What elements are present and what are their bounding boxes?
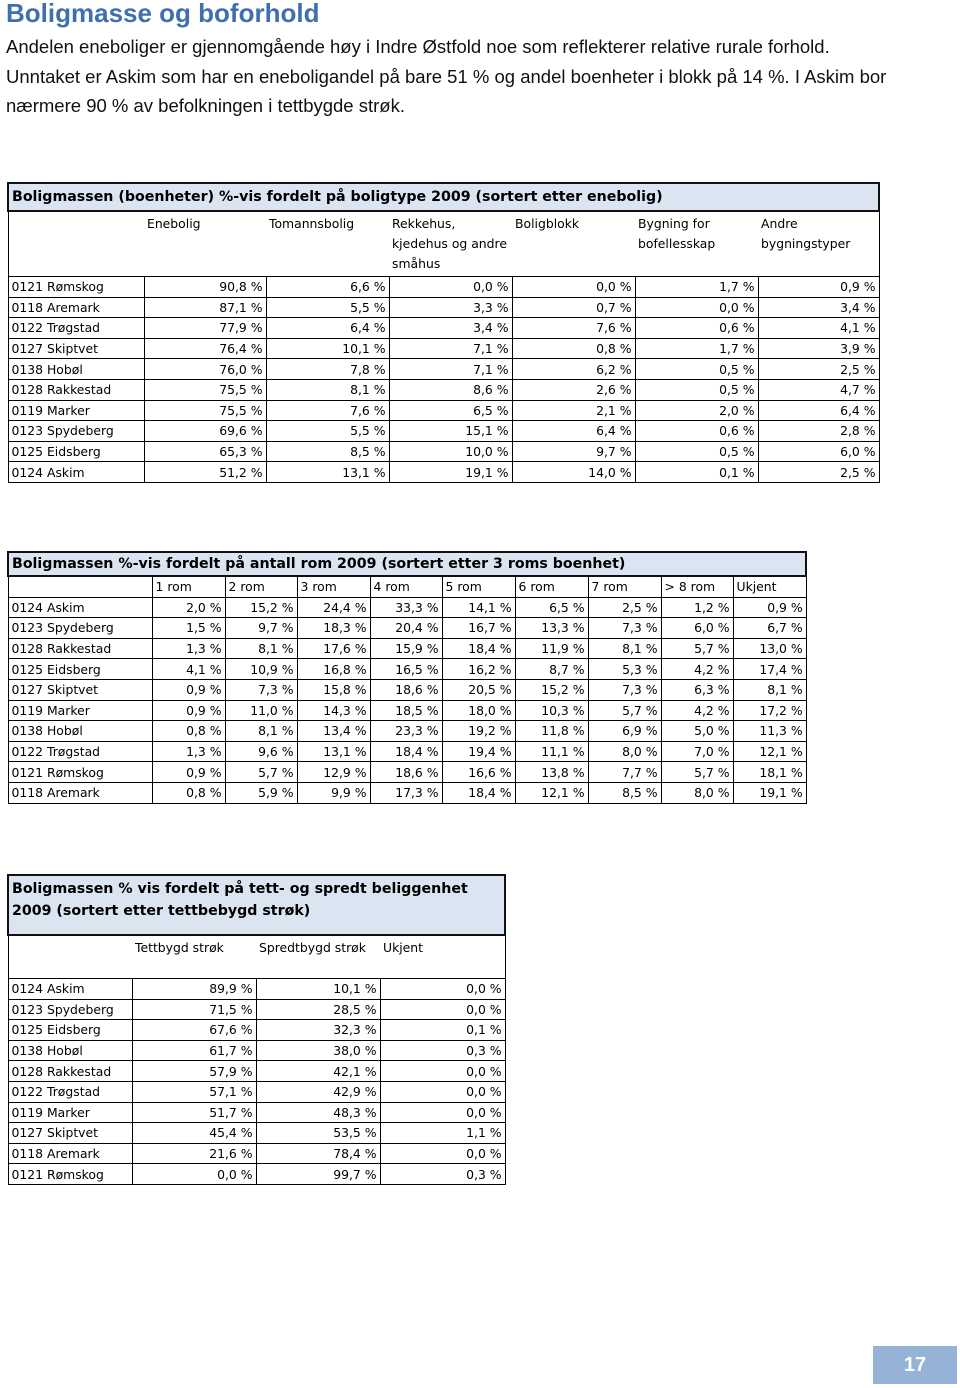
value-cell: 8,1 % <box>225 638 297 659</box>
municipality-cell: 0122 Trøgstad <box>8 741 152 762</box>
value-cell: 8,5 % <box>588 782 661 803</box>
table-row <box>8 979 505 1000</box>
value-cell: 13,8 % <box>515 762 588 783</box>
value-cell: 0,7 % <box>512 297 635 318</box>
value-cell: 51,2 % <box>144 462 266 483</box>
header-cell: Tettbygd strøk <box>135 940 224 955</box>
table-row <box>8 318 879 339</box>
value-cell: 8,6 % <box>389 379 512 400</box>
value-cell: 6,0 % <box>758 441 879 462</box>
value-cell: 2,5 % <box>758 462 879 483</box>
value-cell: 0,9 % <box>152 700 225 721</box>
value-cell: 89,9 % <box>132 979 256 1000</box>
value-cell: 5,9 % <box>225 782 297 803</box>
value-cell: 9,7 % <box>512 441 635 462</box>
value-cell: 18,4 % <box>442 782 515 803</box>
municipality-cell: 0118 Aremark <box>8 782 152 803</box>
value-cell: 19,1 % <box>389 462 512 483</box>
value-cell: 23,3 % <box>370 721 442 742</box>
value-cell: 1,1 % <box>380 1123 505 1144</box>
table-row <box>8 1061 505 1082</box>
municipality-cell: 0121 Rømskog <box>8 277 144 298</box>
municipality-cell: 0121 Rømskog <box>8 762 152 783</box>
value-cell: 87,1 % <box>144 297 266 318</box>
value-cell: 11,1 % <box>515 741 588 762</box>
value-cell: 8,1 % <box>733 679 806 700</box>
table-row <box>8 277 879 298</box>
value-cell: 0,9 % <box>733 597 806 618</box>
municipality-cell: 0127 Skiptvet <box>8 679 152 700</box>
value-cell: 11,9 % <box>515 638 588 659</box>
value-cell: 76,4 % <box>144 338 266 359</box>
value-cell: 10,3 % <box>515 700 588 721</box>
value-cell: 17,2 % <box>733 700 806 721</box>
table-row <box>8 1143 505 1164</box>
value-cell: 0,5 % <box>635 379 758 400</box>
value-cell: 0,0 % <box>512 277 635 298</box>
value-cell: 3,3 % <box>389 297 512 318</box>
header-cell <box>8 576 152 597</box>
value-cell: 18,4 % <box>370 741 442 762</box>
value-cell: 16,8 % <box>297 659 370 680</box>
value-cell: 4,1 % <box>152 659 225 680</box>
value-cell: 2,5 % <box>588 597 661 618</box>
value-cell: 18,1 % <box>733 762 806 783</box>
value-cell: 6,4 % <box>266 318 389 339</box>
value-cell: 75,5 % <box>144 379 266 400</box>
header-cell: Tomannsbolig <box>269 216 355 231</box>
value-cell: 5,7 % <box>661 762 733 783</box>
value-cell: 8,7 % <box>515 659 588 680</box>
value-cell: 10,0 % <box>389 441 512 462</box>
value-cell: 7,1 % <box>389 359 512 380</box>
value-cell: 0,1 % <box>380 1020 505 1041</box>
value-cell: 0,8 % <box>512 338 635 359</box>
municipality-cell: 0122 Trøgstad <box>8 1081 132 1102</box>
value-cell: 17,6 % <box>297 638 370 659</box>
value-cell: 0,6 % <box>635 318 758 339</box>
value-cell: 13,1 % <box>266 462 389 483</box>
value-cell: 6,6 % <box>266 277 389 298</box>
value-cell: 19,4 % <box>442 741 515 762</box>
value-cell: 5,3 % <box>588 659 661 680</box>
table-header-row <box>8 211 879 277</box>
value-cell: 4,2 % <box>661 700 733 721</box>
value-cell: 6,4 % <box>512 421 635 442</box>
value-cell: 6,5 % <box>515 597 588 618</box>
table-header-row <box>8 935 505 979</box>
value-cell: 76,0 % <box>144 359 266 380</box>
value-cell: 14,0 % <box>512 462 635 483</box>
value-cell: 99,7 % <box>256 1164 380 1185</box>
value-cell: 0,5 % <box>635 359 758 380</box>
value-cell: 5,7 % <box>225 762 297 783</box>
table-row <box>8 679 806 700</box>
value-cell: 0,0 % <box>635 297 758 318</box>
header-cell: Enebolig <box>147 216 201 231</box>
municipality-cell: 0123 Spydeberg <box>8 421 144 442</box>
value-cell: 0,3 % <box>380 1040 505 1061</box>
value-cell: 71,5 % <box>132 999 256 1020</box>
value-cell: 8,1 % <box>588 638 661 659</box>
table-row <box>8 700 806 721</box>
table-row <box>8 338 879 359</box>
value-cell: 8,0 % <box>588 741 661 762</box>
municipality-cell: 0125 Eidsberg <box>8 659 152 680</box>
value-cell: 5,7 % <box>588 700 661 721</box>
table-row <box>8 999 505 1020</box>
value-cell: 28,5 % <box>256 999 380 1020</box>
header-cell: Rekkehus, kjedehus og andre småhus <box>392 216 507 271</box>
value-cell: 11,3 % <box>733 721 806 742</box>
municipality-cell: 0119 Marker <box>8 400 144 421</box>
value-cell: 1,2 % <box>661 597 733 618</box>
value-cell: 0,0 % <box>380 1061 505 1082</box>
value-cell: 0,5 % <box>635 441 758 462</box>
room-count-table <box>7 551 807 804</box>
value-cell: 0,0 % <box>389 277 512 298</box>
municipality-cell: 0122 Trøgstad <box>8 318 144 339</box>
value-cell: 15,2 % <box>225 597 297 618</box>
value-cell: 18,4 % <box>442 638 515 659</box>
value-cell: 18,6 % <box>370 679 442 700</box>
value-cell: 6,0 % <box>661 618 733 639</box>
value-cell: 18,5 % <box>370 700 442 721</box>
value-cell: 7,3 % <box>588 618 661 639</box>
value-cell: 9,7 % <box>225 618 297 639</box>
value-cell: 45,4 % <box>132 1123 256 1144</box>
table-row <box>8 618 806 639</box>
value-cell: 2,0 % <box>635 400 758 421</box>
value-cell: 2,0 % <box>152 597 225 618</box>
value-cell: 11,0 % <box>225 700 297 721</box>
settlement-table <box>7 874 506 1185</box>
value-cell: 16,6 % <box>442 762 515 783</box>
value-cell: 32,3 % <box>256 1020 380 1041</box>
table-row <box>8 359 879 380</box>
value-cell: 0,8 % <box>152 721 225 742</box>
value-cell: 15,9 % <box>370 638 442 659</box>
value-cell: 15,1 % <box>389 421 512 442</box>
municipality-cell: 0118 Aremark <box>8 297 144 318</box>
value-cell: 67,6 % <box>132 1020 256 1041</box>
table-row <box>8 762 806 783</box>
value-cell: 42,1 % <box>256 1061 380 1082</box>
value-cell: 13,4 % <box>297 721 370 742</box>
municipality-cell: 0121 Rømskog <box>8 1164 132 1185</box>
value-cell: 7,0 % <box>661 741 733 762</box>
municipality-cell: 0128 Rakkestad <box>8 638 152 659</box>
table-row <box>8 638 806 659</box>
table-row <box>8 421 879 442</box>
value-cell: 2,1 % <box>512 400 635 421</box>
municipality-cell: 0138 Hobøl <box>8 359 144 380</box>
housing-type-table <box>7 182 880 483</box>
value-cell: 8,1 % <box>225 721 297 742</box>
value-cell: 17,3 % <box>370 782 442 803</box>
value-cell: 51,7 % <box>132 1102 256 1123</box>
value-cell: 8,5 % <box>266 441 389 462</box>
value-cell: 6,7 % <box>733 618 806 639</box>
table-row <box>8 659 806 680</box>
value-cell: 12,9 % <box>297 762 370 783</box>
value-cell: 21,6 % <box>132 1143 256 1164</box>
header-cell: > 8 rom <box>661 576 733 597</box>
value-cell: 5,5 % <box>266 421 389 442</box>
page-title: Boligmasse og boforhold <box>6 0 320 28</box>
value-cell: 16,2 % <box>442 659 515 680</box>
header-cell: Spredtbygd strøk <box>259 940 366 955</box>
value-cell: 61,7 % <box>132 1040 256 1061</box>
value-cell: 16,5 % <box>370 659 442 680</box>
value-cell: 1,7 % <box>635 338 758 359</box>
value-cell: 0,9 % <box>152 679 225 700</box>
table-row <box>8 1102 505 1123</box>
header-cell: 1 rom <box>152 576 225 597</box>
value-cell: 0,0 % <box>380 1143 505 1164</box>
value-cell: 0,3 % <box>380 1164 505 1185</box>
header-cell: Andre bygningstyper <box>758 211 879 277</box>
municipality-cell: 0127 Skiptvet <box>8 338 144 359</box>
table-row <box>8 1020 505 1041</box>
value-cell: 1,5 % <box>152 618 225 639</box>
value-cell: 7,6 % <box>266 400 389 421</box>
value-cell: 3,4 % <box>389 318 512 339</box>
table-row <box>8 782 806 803</box>
header-cell: Boligblokk <box>515 216 580 231</box>
value-cell: 7,6 % <box>512 318 635 339</box>
value-cell: 16,7 % <box>442 618 515 639</box>
value-cell: 20,5 % <box>442 679 515 700</box>
municipality-cell: 0123 Spydeberg <box>8 999 132 1020</box>
value-cell: 9,9 % <box>297 782 370 803</box>
municipality-cell: 0125 Eidsberg <box>8 441 144 462</box>
municipality-cell: 0138 Hobøl <box>8 721 152 742</box>
value-cell: 90,8 % <box>144 277 266 298</box>
value-cell: 6,5 % <box>389 400 512 421</box>
value-cell: 12,1 % <box>733 741 806 762</box>
value-cell: 0,8 % <box>152 782 225 803</box>
header-cell: 2 rom <box>225 576 297 597</box>
value-cell: 13,0 % <box>733 638 806 659</box>
value-cell: 33,3 % <box>370 597 442 618</box>
page-number: 17 <box>873 1346 957 1384</box>
value-cell: 42,9 % <box>256 1081 380 1102</box>
header-cell: 5 rom <box>442 576 515 597</box>
table-row <box>8 1164 505 1185</box>
value-cell: 65,3 % <box>144 441 266 462</box>
table-row <box>8 441 879 462</box>
header-cell: 7 rom <box>588 576 661 597</box>
table-row <box>8 379 879 400</box>
municipality-cell: 0128 Rakkestad <box>8 1061 132 1082</box>
value-cell: 0,1 % <box>635 462 758 483</box>
value-cell: 1,3 % <box>152 741 225 762</box>
value-cell: 48,3 % <box>256 1102 380 1123</box>
table-row <box>8 741 806 762</box>
value-cell: 0,0 % <box>380 1102 505 1123</box>
table-row <box>8 1040 505 1061</box>
header-cell: 6 rom <box>515 576 588 597</box>
value-cell: 2,5 % <box>758 359 879 380</box>
value-cell: 8,1 % <box>266 379 389 400</box>
value-cell: 0,0 % <box>380 999 505 1020</box>
value-cell: 78,4 % <box>256 1143 380 1164</box>
value-cell: 6,3 % <box>661 679 733 700</box>
value-cell: 14,3 % <box>297 700 370 721</box>
table-body <box>8 597 806 803</box>
value-cell: 3,4 % <box>758 297 879 318</box>
header-cell: 4 rom <box>370 576 442 597</box>
value-cell: 7,8 % <box>266 359 389 380</box>
value-cell: 4,2 % <box>661 659 733 680</box>
value-cell: 5,7 % <box>661 638 733 659</box>
header-cell <box>8 935 132 979</box>
value-cell: 15,2 % <box>515 679 588 700</box>
municipality-cell: 0119 Marker <box>8 1102 132 1123</box>
table-body <box>8 277 879 483</box>
value-cell: 17,4 % <box>733 659 806 680</box>
value-cell: 8,0 % <box>661 782 733 803</box>
municipality-cell: 0138 Hobøl <box>8 1040 132 1061</box>
municipality-cell: 0125 Eidsberg <box>8 1020 132 1041</box>
table-row <box>8 1081 505 1102</box>
header-cell: Ukjent <box>380 935 505 979</box>
header-cell: Ukjent <box>733 576 806 597</box>
municipality-cell: 0124 Askim <box>8 462 144 483</box>
table-title: Boligmassen % vis fordelt på tett- og spredt beliggenhet 2009 (sortert etter tettbebygd strøk) <box>8 875 505 935</box>
value-cell: 5,0 % <box>661 721 733 742</box>
value-cell: 1,7 % <box>635 277 758 298</box>
value-cell: 2,6 % <box>512 379 635 400</box>
value-cell: 5,5 % <box>266 297 389 318</box>
value-cell: 7,3 % <box>225 679 297 700</box>
value-cell: 0,6 % <box>635 421 758 442</box>
table-row <box>8 400 879 421</box>
value-cell: 0,9 % <box>758 277 879 298</box>
table-row <box>8 297 879 318</box>
value-cell: 75,5 % <box>144 400 266 421</box>
value-cell: 4,7 % <box>758 379 879 400</box>
municipality-cell: 0127 Skiptvet <box>8 1123 132 1144</box>
table-body <box>8 979 505 1185</box>
value-cell: 57,1 % <box>132 1081 256 1102</box>
value-cell: 13,1 % <box>297 741 370 762</box>
value-cell: 4,1 % <box>758 318 879 339</box>
table-row <box>8 597 806 618</box>
value-cell: 57,9 % <box>132 1061 256 1082</box>
table-row <box>8 462 879 483</box>
value-cell: 6,4 % <box>758 400 879 421</box>
value-cell: 7,1 % <box>389 338 512 359</box>
value-cell: 18,6 % <box>370 762 442 783</box>
value-cell: 24,4 % <box>297 597 370 618</box>
value-cell: 9,6 % <box>225 741 297 762</box>
intro-paragraph: Andelen eneboliger er gjennomgående høy i Indre Østfold noe som reflekterer relative rurale forhold. Unntaket er Askim som har en eneboligandel på bare 51 % og andel boenheter i blokk på 14 %. I Askim bor nærmere 90 % av befolkningen i tettbygde strøk. <box>6 36 887 116</box>
value-cell: 13,3 % <box>515 618 588 639</box>
value-cell: 0,0 % <box>380 979 505 1000</box>
value-cell: 11,8 % <box>515 721 588 742</box>
value-cell: 6,2 % <box>512 359 635 380</box>
value-cell: 19,1 % <box>733 782 806 803</box>
value-cell: 10,1 % <box>266 338 389 359</box>
value-cell: 0,9 % <box>152 762 225 783</box>
header-cell <box>8 211 144 277</box>
value-cell: 1,3 % <box>152 638 225 659</box>
value-cell: 7,7 % <box>588 762 661 783</box>
value-cell: 2,8 % <box>758 421 879 442</box>
value-cell: 18,0 % <box>442 700 515 721</box>
table-header-row <box>8 576 806 597</box>
value-cell: 53,5 % <box>256 1123 380 1144</box>
value-cell: 6,9 % <box>588 721 661 742</box>
value-cell: 15,8 % <box>297 679 370 700</box>
value-cell: 12,1 % <box>515 782 588 803</box>
value-cell: 10,9 % <box>225 659 297 680</box>
value-cell: 69,6 % <box>144 421 266 442</box>
municipality-cell: 0124 Askim <box>8 597 152 618</box>
municipality-cell: 0118 Aremark <box>8 1143 132 1164</box>
value-cell: 20,4 % <box>370 618 442 639</box>
value-cell: 0,0 % <box>380 1081 505 1102</box>
municipality-cell: 0123 Spydeberg <box>8 618 152 639</box>
value-cell: 10,1 % <box>256 979 380 1000</box>
municipality-cell: 0119 Marker <box>8 700 152 721</box>
header-cell: 3 rom <box>297 576 370 597</box>
value-cell: 38,0 % <box>256 1040 380 1061</box>
table-title: Boligmassen %-vis fordelt på antall rom 2009 (sortert etter 3 roms boenhet) <box>8 552 806 576</box>
value-cell: 3,9 % <box>758 338 879 359</box>
table-row <box>8 1123 505 1144</box>
table-title: Boligmassen (boenheter) %-vis fordelt på boligtype 2009 (sortert etter enebolig) <box>8 183 879 211</box>
value-cell: 19,2 % <box>442 721 515 742</box>
value-cell: 14,1 % <box>442 597 515 618</box>
value-cell: 18,3 % <box>297 618 370 639</box>
municipality-cell: 0124 Askim <box>8 979 132 1000</box>
value-cell: 77,9 % <box>144 318 266 339</box>
header-cell: Bygning for bofellesskap <box>638 216 716 251</box>
value-cell: 0,0 % <box>132 1164 256 1185</box>
municipality-cell: 0128 Rakkestad <box>8 379 144 400</box>
value-cell: 7,3 % <box>588 679 661 700</box>
table-row <box>8 721 806 742</box>
